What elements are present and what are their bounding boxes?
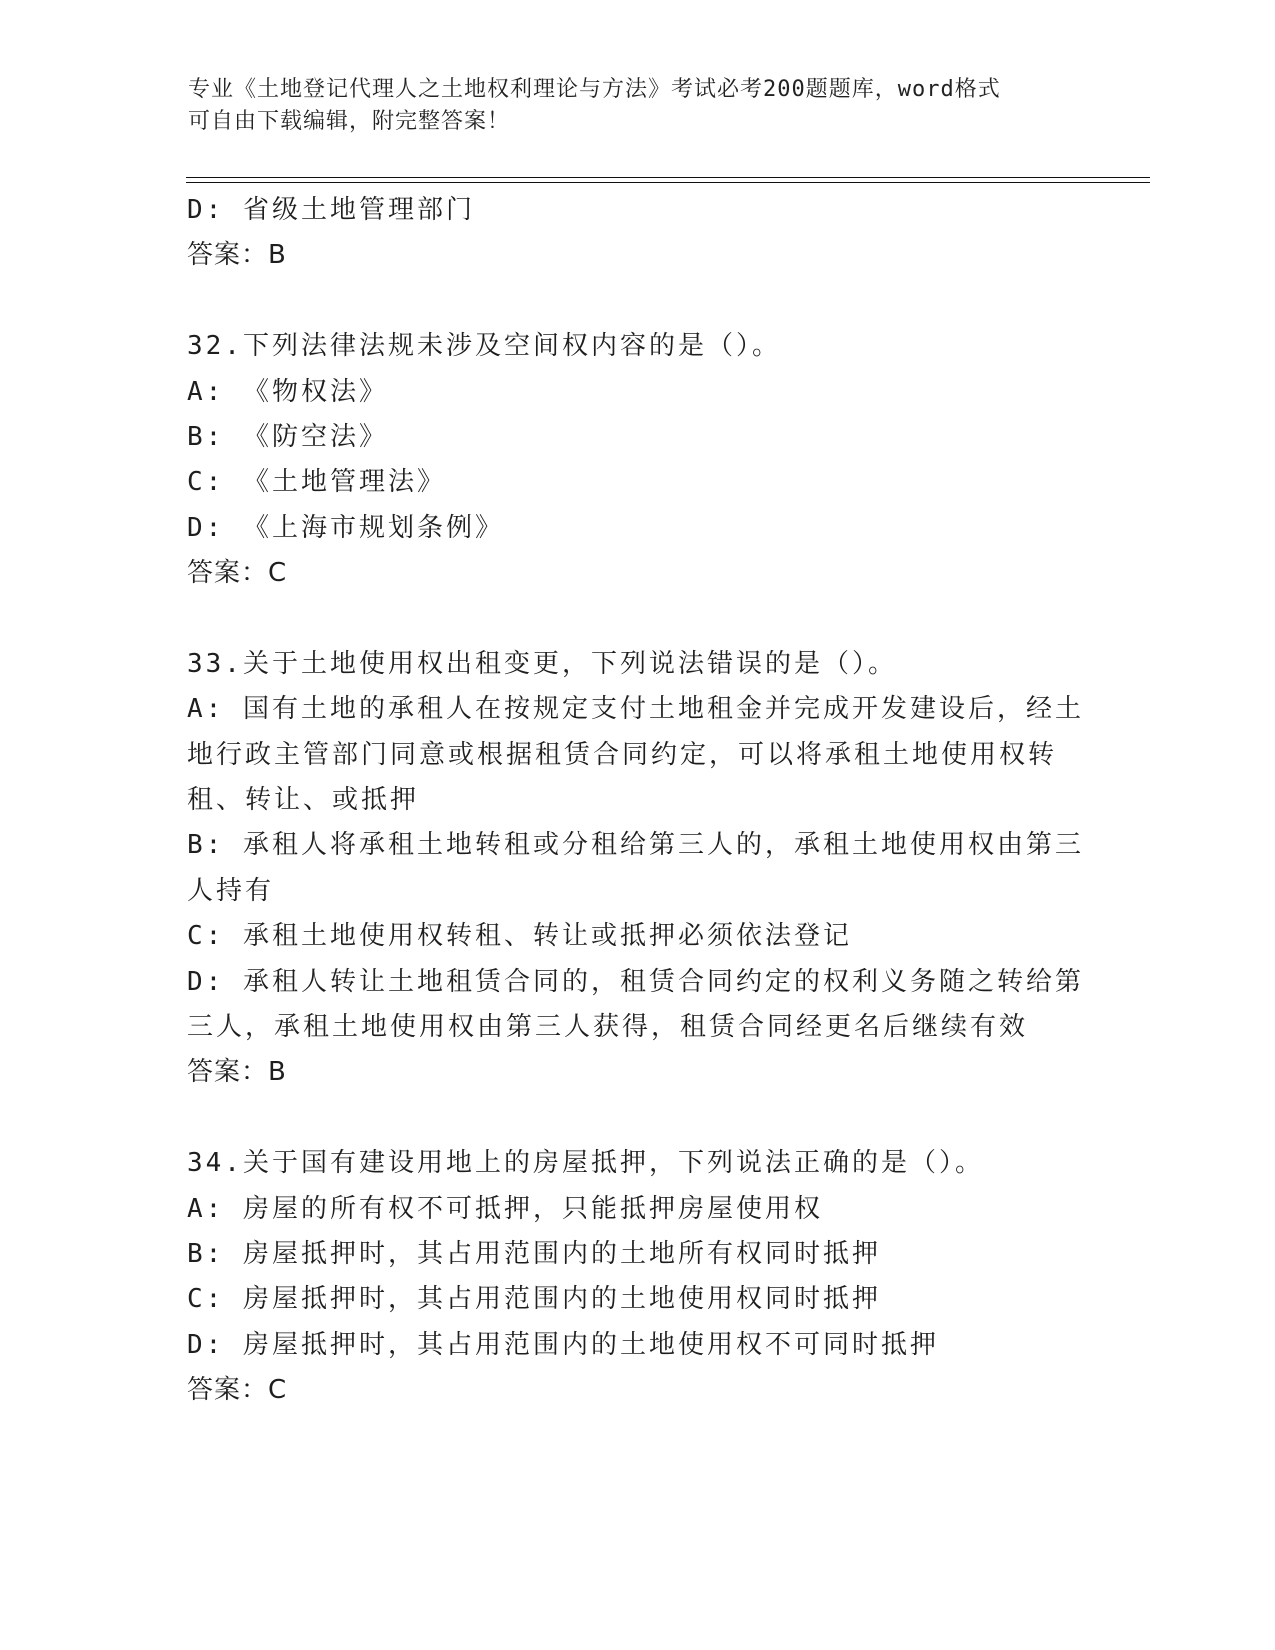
option-d: D: 房屋抵押时，其占用范围内的土地使用权不可同时抵押 (187, 1329, 939, 1360)
option-a-line-1: A: 国有土地的承租人在按规定支付土地租金并完成开发建设后，经土 (187, 694, 1084, 725)
option-b-line-2: 人持有 (187, 875, 275, 906)
option-a-line-3: 租、转让、或抵押 (187, 785, 420, 816)
spacer (187, 1096, 1107, 1141)
option-c: C: 《土地管理法》 (187, 467, 446, 498)
question-33 (187, 642, 1107, 1096)
option-d-line-1: D: 承租人转让土地租赁合同的，租赁合同约定的权利义务随之转给第 (187, 966, 1084, 997)
option-a: A: 房屋的所有权不可抵押，只能抵押房屋使用权 (187, 1193, 823, 1224)
question-text: 33.关于土地使用权出租变更，下列说法错误的是（）。 (187, 648, 897, 679)
header-divider-top (186, 177, 1150, 178)
answer-label: 答案：B (187, 1057, 287, 1088)
option-d-line-2: 三人，承租土地使用权由第三人获得，租赁合同经更名后继续有效 (187, 1012, 1029, 1043)
option-c: C: 房屋抵押时，其占用范围内的土地使用权同时抵押 (187, 1284, 881, 1315)
option-d: D: 《上海市规划条例》 (187, 512, 504, 543)
question-text: 32.下列法律法规未涉及空间权内容的是（）。 (187, 331, 781, 362)
header-title-line-2: 可自由下载编辑，附完整答案！ (188, 109, 511, 134)
spacer (187, 279, 1107, 324)
option-a-line-2: 地行政主管部门同意或根据租赁合同约定，可以将承租土地使用权转 (187, 739, 1058, 770)
question-32 (187, 324, 1107, 596)
question-31-tail (187, 188, 1107, 279)
answer-label: 答案：C (187, 558, 288, 589)
option-b: B: 《防空法》 (187, 421, 388, 452)
option-b-line-1: B: 承租人将承租土地转租或分租给第三人的，承租土地使用权由第三 (187, 830, 1084, 861)
question-list (187, 188, 1107, 1414)
header-title-line-1: 专业《土地登记代理人之土地权利理论与方法》考试必考200题题库，word格式 (188, 77, 1001, 102)
question-34 (187, 1141, 1107, 1413)
document-header (188, 74, 1088, 138)
question-text: 34.关于国有建设用地上的房屋抵押，下列说法正确的是（）。 (187, 1148, 984, 1179)
header-divider-bottom (186, 182, 1150, 183)
option-b: B: 房屋抵押时，其占用范围内的土地所有权同时抵押 (187, 1238, 881, 1269)
answer-label: 答案：C (187, 1375, 288, 1406)
spacer (187, 597, 1107, 642)
option-c: C: 承租土地使用权转租、转让或抵押必须依法登记 (187, 921, 852, 952)
option-a: A: 《物权法》 (187, 376, 388, 407)
answer-label: 答案：B (187, 240, 287, 271)
option-d: D: 省级土地管理部门 (187, 195, 475, 225)
